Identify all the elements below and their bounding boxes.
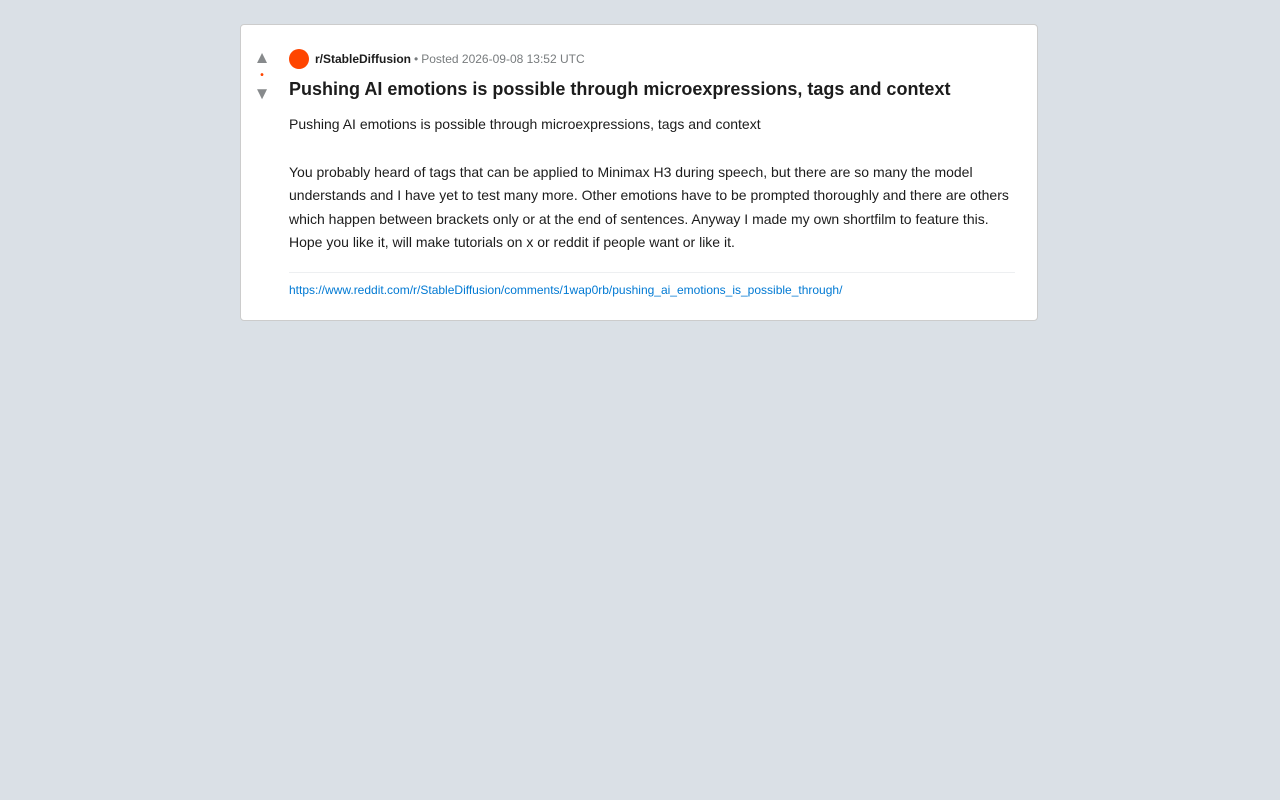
- post-card: [240, 24, 1038, 321]
- post-timestamp: Posted 2026-09-08 13:52 UTC: [421, 52, 585, 66]
- downvote-icon[interactable]: ▼: [253, 84, 271, 103]
- post-permalink[interactable]: https://www.reddit.com/r/StableDiffusion/comments/1wap0rb/pushing_ai_emotions_is_possible_through/: [289, 282, 843, 297]
- post-body-paragraph: Pushing AI emotions is possible through microexpressions, tags and context: [289, 116, 761, 132]
- meta-separator: •: [414, 52, 419, 66]
- post-title[interactable]: Pushing AI emotions is possible through microexpressions, tags and context: [289, 79, 951, 99]
- post-meta: [289, 49, 1015, 69]
- post-body: [289, 113, 1015, 255]
- post-footer: [289, 272, 1015, 298]
- subreddit-avatar-icon[interactable]: [289, 49, 309, 69]
- post-body-paragraph: You probably heard of tags that can be applied to Minimax H3 during speech, but there are so many the model understands and I have yet to test many more. Other emotions have to be prompted thoroughly and there are others which happen between brackets only or at the end of sentences. Anyway I made my own shortfilm to feature this. Hope you like it, will make tutorials on x or reddit if people want or like it.: [289, 163, 1009, 251]
- subreddit-link[interactable]: r/StableDiffusion: [315, 52, 412, 66]
- vote-column: [252, 49, 272, 103]
- vote-score: •: [260, 70, 264, 81]
- post-content: [289, 49, 1015, 298]
- upvote-icon[interactable]: ▲: [253, 48, 271, 67]
